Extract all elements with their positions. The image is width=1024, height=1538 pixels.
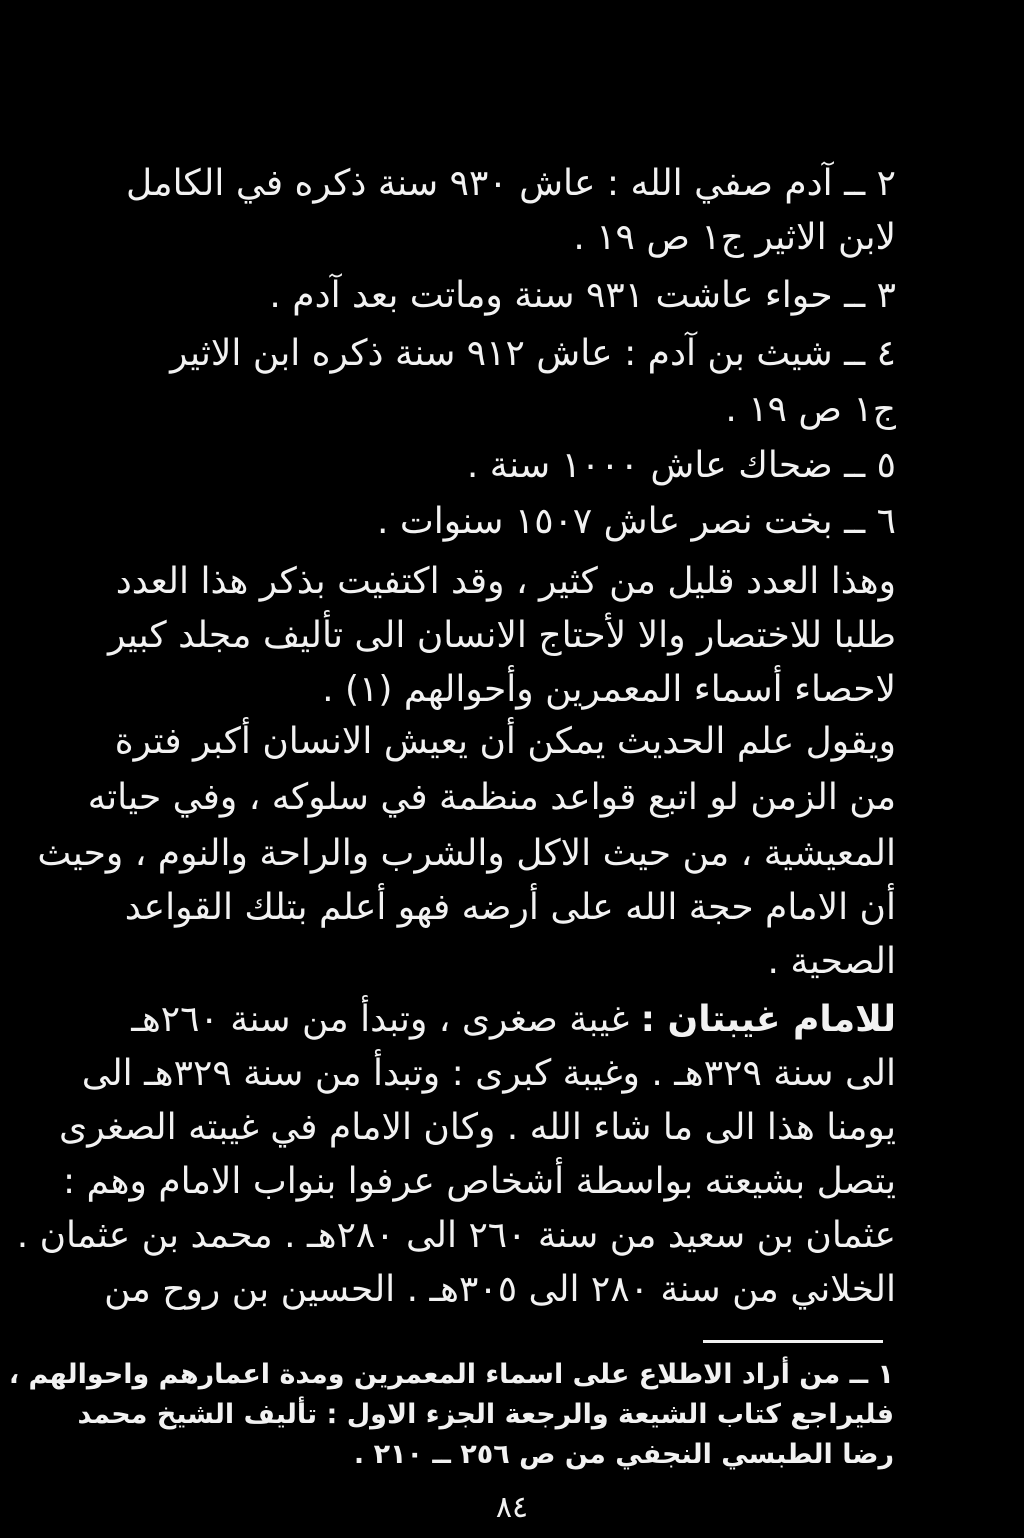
paragraph-1-line-1: وهذا العدد قليل من كثير ، وقد اكتفيت بذكر هذا العدد [115, 561, 896, 602]
paragraph-2-line-3: المعيشية ، من حيث الاكل والشرب والراحة والنوم ، وحيث [37, 833, 896, 874]
list-item-4-line-2: ج١ ص ١٩ . [725, 389, 896, 430]
list-item-4-line-1: ٤ ــ شيث بن آدم : عاش ٩١٢ سنة ذكره ابن الاثير [170, 333, 896, 374]
paragraph-3-line-1 [131, 996, 896, 1044]
paragraph-3-line-5: عثمان بن سعيد من سنة ٢٦٠ الى ٢٨٠هـ . محمد بن عثمان . [16, 1215, 896, 1256]
paragraph-1-line-3: لاحصاء أسماء المعمرين وأحوالهم (١) . [322, 669, 896, 710]
list-item-2-line-1: ٢ ــ آدم صفي الله : عاش ٩٣٠ سنة ذكره في الكامل [126, 163, 896, 204]
page-number: ٨٤ [495, 1490, 529, 1525]
list-item-3: ٣ ــ حواء عاشت ٩٣١ سنة وماتت بعد آدم . [269, 275, 896, 316]
imam-occultations-heading: للامام غيبتان : [640, 999, 896, 1040]
paragraph-3-line-1-rest: غيبة صغرى ، وتبدأ من سنة ٢٦٠هـ [131, 999, 630, 1040]
footnote-line-3: رضا الطبسي النجفي من ص ٢٥٦ ــ ٢١٠ . [353, 1439, 894, 1470]
paragraph-3-line-4: يتصل بشيعته بواسطة أشخاص عرفوا بنواب الامام وهم : [62, 1161, 896, 1202]
paragraph-3-line-6: الخلاني من سنة ٢٨٠ الى ٣٠٥هـ . الحسين بن روح من [104, 1269, 896, 1310]
list-item-2-line-2: لابن الاثير ج١ ص ١٩ . [573, 217, 896, 258]
footnote-line-2: فليراجع كتاب الشيعة والرجعة الجزء الاول : تأليف الشيخ محمد [77, 1399, 894, 1430]
footnote-line-1: ١ ــ من أراد الاطلاع على اسماء المعمرين ومدة اعمارهم واحوالهم ، [8, 1359, 894, 1390]
paragraph-2-line-4: أن الامام حجة الله على أرضه فهو أعلم بتلك القواعد [124, 887, 896, 928]
paragraph-3-line-3: يومنا هذا الى ما شاء الله . وكان الامام في غيبته الصغرى [59, 1107, 896, 1148]
paragraph-2-line-2: من الزمن لو اتبع قواعد منظمة في سلوكه ، وفي حياته [87, 777, 896, 818]
paragraph-2-line-1: ويقول علم الحديث يمكن أن يعيش الانسان أكبر فترة [114, 721, 896, 762]
paragraph-3-line-2: الى سنة ٣٢٩هـ . وغيبة كبرى : وتبدأ من سنة ٣٢٩هـ الى [81, 1053, 896, 1094]
footnote-divider [703, 1340, 883, 1343]
paragraph-1-line-2: طلبا للاختصار والا لأحتاج الانسان الى تأليف مجلد كبير [107, 615, 896, 656]
paragraph-2-line-5: الصحية . [767, 941, 896, 982]
list-item-6: ٦ ــ بخت نصر عاش ١٥٠٧ سنوات . [377, 501, 896, 542]
list-item-5: ٥ ــ ضحاك عاش ١٠٠٠ سنة . [466, 445, 896, 486]
